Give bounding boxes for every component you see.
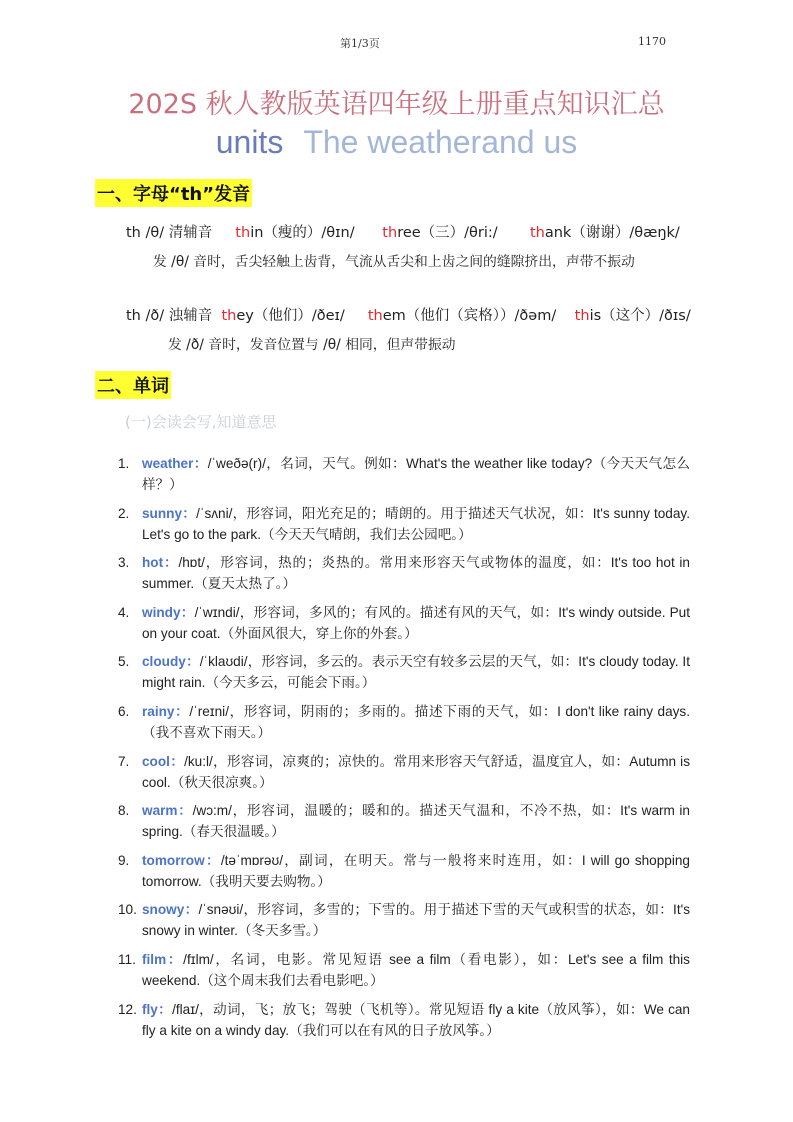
vocab-definition: /ˈwɪndi/，形容词，多风的；有风的。描述有风的天气，如：It's windy outside. Put on your coat.（外面风很大，穿上你的外套。） bbox=[142, 604, 690, 641]
document-number: 1170 bbox=[638, 35, 666, 48]
word: is（这个）/ðɪs/ bbox=[589, 308, 691, 324]
phoneme: th /θ/ 清辅音 bbox=[126, 225, 213, 241]
vocab-item bbox=[118, 701, 690, 743]
vocab-term: warm： bbox=[142, 803, 193, 819]
item-number: 9. bbox=[118, 852, 130, 868]
word: in（瘦的）/θɪn/ bbox=[250, 225, 355, 241]
vocab-definition: /ˈklaʊdi/，形容词，多云的。表示天空有较多云层的天气，如：It's cloudy today. It might rain.（今天多云，可能会下雨。） bbox=[142, 654, 690, 691]
vocab-term: cloudy： bbox=[142, 654, 200, 670]
vocab-definition: /fɪlm/，名词，电影。常见短语 see a film（看电影），如：Let's see a film this weekend.（这个周末我们去看电影吧。） bbox=[142, 952, 690, 988]
vocab-term: hot： bbox=[142, 555, 179, 571]
vocab-term: sunny： bbox=[142, 505, 197, 521]
item-number: 12. bbox=[118, 1001, 137, 1017]
title-line2 bbox=[0, 124, 793, 161]
word: ree（三）/θri:/ bbox=[397, 225, 498, 241]
vocab-item bbox=[118, 552, 690, 594]
vocab-term: tomorrow： bbox=[142, 852, 221, 868]
vocab-definition: /təˈmɒrəʊ/，副词，在明天。常与一般将来时连用，如：I will go shopping tomorrow.（我明天要去购物。） bbox=[142, 852, 690, 889]
item-number: 6. bbox=[118, 704, 130, 719]
vocab-definition: /ˈreɪni/，形容词，阴雨的；多雨的。描述下雨的天气，如：I don't like rainy days.（我不喜欢下雨天。） bbox=[142, 704, 691, 740]
highlight: th bbox=[235, 225, 251, 241]
th-voiced-row bbox=[126, 304, 691, 325]
vocab-term: cool： bbox=[142, 753, 185, 769]
vocab-item bbox=[118, 651, 690, 693]
vocab-item bbox=[118, 899, 690, 941]
vocab-item bbox=[118, 850, 690, 892]
vocab-item bbox=[118, 800, 690, 842]
word: ey（他们）/ðeɪ/ bbox=[236, 308, 345, 324]
item-number: 11. bbox=[118, 952, 136, 967]
vocab-item bbox=[118, 999, 690, 1041]
vocab-item bbox=[118, 453, 690, 495]
section2-subheading: (一)会读会写,知道意思 bbox=[125, 413, 277, 431]
item-number: 5. bbox=[118, 654, 130, 670]
section1-heading: 一、字母“th”发音 bbox=[95, 179, 252, 207]
vocab-definition: /ˈsʌni/，形容词，阳光充足的；晴朗的。用于描述天气状况，如：It's sunny today. Let's go to the park.（今天天气晴朗，我们去公园吧。） bbox=[142, 505, 690, 542]
highlight: th bbox=[367, 308, 383, 324]
th-voiced-desc: 发 /ð/ 音时，发音位置与 /θ/ 相同，但声带振动 bbox=[168, 337, 456, 353]
page-indicator: 第1/3页 bbox=[340, 37, 380, 50]
title-units: units bbox=[215, 124, 284, 160]
highlight: th bbox=[382, 225, 398, 241]
vocab-definition: /ku:l/，形容词，凉爽的；凉快的。常用来形容天气舒适，温度宜人，如：Autumn is cool.（秋天很凉爽。） bbox=[142, 753, 690, 790]
highlight: th bbox=[529, 225, 545, 241]
vocab-definition: /ˈweðə(r)/，名词，天气。例如：What's the weather like today?（今天天气怎么样？） bbox=[142, 456, 691, 492]
item-number: 3. bbox=[118, 555, 130, 571]
section2-heading: 二、单词 bbox=[95, 371, 171, 399]
vocab-term: windy： bbox=[142, 604, 195, 620]
vocab-term: snowy： bbox=[142, 902, 199, 918]
item-number: 8. bbox=[118, 803, 130, 819]
highlight: th bbox=[574, 308, 590, 324]
vocab-term: rainy： bbox=[142, 704, 190, 719]
item-number: 2. bbox=[118, 505, 130, 521]
item-number: 1. bbox=[118, 456, 130, 471]
item-number: 4. bbox=[118, 604, 130, 620]
vocab-item bbox=[118, 503, 690, 545]
item-number: 10. bbox=[118, 902, 137, 918]
vocab-definition: /hɒt/，形容词，热的；炎热的。常用来形容天气或物体的温度，如：It's too hot in summer.（夏天太热了。） bbox=[142, 555, 690, 592]
vocab-term: fly： bbox=[142, 1001, 173, 1017]
vocab-item bbox=[118, 949, 690, 991]
vocab-definition: /flaɪ/，动词，飞；放飞；驾驶（飞机等）。常见短语 fly a kite（放风筝），如：We can fly a kite on a windy day.（我们可以在有风的日子放风筝。） bbox=[142, 1001, 690, 1038]
vocab-term: film： bbox=[142, 952, 184, 967]
vocab-term: weather： bbox=[142, 456, 208, 471]
item-number: 7. bbox=[118, 753, 130, 769]
th-voiceless-desc: 发 /θ/ 音时，舌尖轻触上齿背，气流从舌尖和上齿之间的缝隙挤出，声带不振动 bbox=[153, 254, 635, 270]
th-voiceless-row bbox=[126, 221, 680, 242]
word: ank（谢谢）/θæŋk/ bbox=[544, 225, 680, 241]
word: em（他们（宾格））/ðəm/ bbox=[382, 308, 557, 324]
phoneme: th /ð/ 浊辅音 bbox=[126, 308, 213, 324]
vocab-item bbox=[118, 602, 690, 644]
vocab-definition: /ˈsnəʊi/，形容词，多雪的；下雪的。用于描述下雪的天气或积雪的状态，如：It's snowy in winter.（冬天多雪。） bbox=[142, 902, 691, 939]
vocab-item bbox=[118, 751, 690, 793]
title-subject: The weatherand us bbox=[303, 124, 578, 160]
highlight: th bbox=[221, 308, 237, 324]
vocab-definition: /wɔ:m/，形容词，温暖的；暖和的。描述天气温和，不冷不热，如：It's warm in spring.（春天很温暖。） bbox=[142, 803, 690, 840]
title-line1: 202S 秋人教版英语四年级上册重点知识汇总 bbox=[128, 89, 665, 120]
